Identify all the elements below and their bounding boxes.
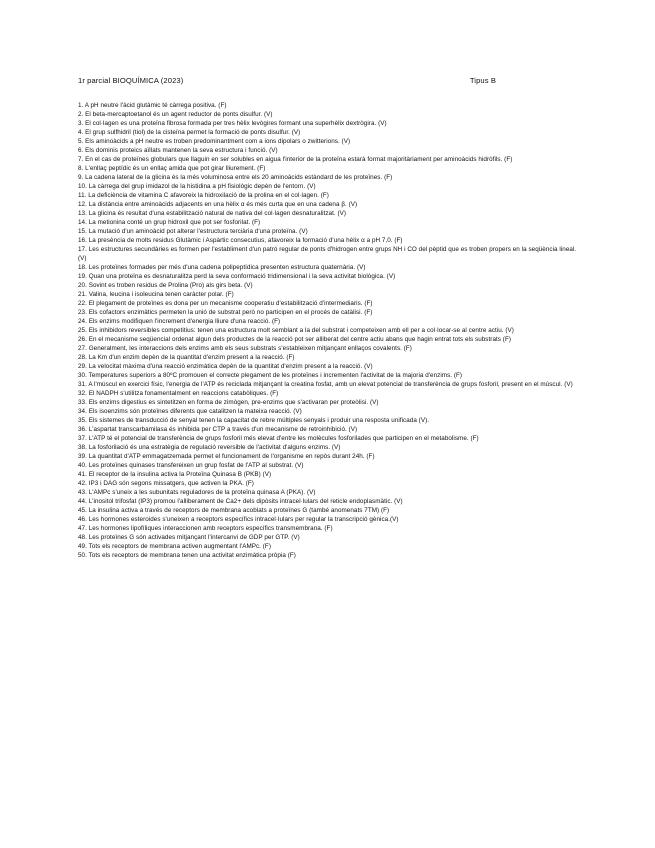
question-item: 36. L'aspartat transcarbamilasa és inhibida per CTP a través d'un mecanisme de retroinhibició. (V) bbox=[78, 426, 358, 433]
question-item: 42. IP3 i DAG són segons missatgers, que activen la PKA. (F) bbox=[78, 480, 254, 487]
question-item: 13. La glicina és resultat d'una estabilització natural de nativa del col·lagen desnaturalitzat. (V) bbox=[78, 210, 347, 217]
question-item: 41. El receptor de la insulina activa la Proteïna Quinasa B (PKB) (V) bbox=[78, 471, 272, 478]
exam-title: 1r parcial BIOQUÍMICA (2023) bbox=[78, 76, 184, 85]
question-item: 48. Les proteïnes G són activades mitjançant l'intercanvi de GDP per GTP. (V) bbox=[78, 534, 300, 541]
question-item: 11. La deficiència de vitamina C afavoreix la hidroxilació de la prolina en el col·lagen. (F) bbox=[78, 192, 329, 199]
question-item: 44. L'inositol trifosfat (IP3) promou l'alliberament de Ca2+ dels dipòsits intracel·lulars del reticle endoplasmàtic. (V) bbox=[78, 498, 403, 505]
question-item: 9. La cadena lateral de la glicina és la més voluminosa entre els 20 aminoàcids estàndard de les proteïnes. (F) bbox=[78, 174, 393, 181]
question-item: 27. Generalment, les interaccions dels enzims amb els seus substrats s'estableixen mitjançant enllaços covalents. (F) bbox=[78, 345, 412, 352]
question-item: 37. L'ATP té el potencial de transferència de grups fosforil més elevat d'entre les molècules fosforilades que participen en el metabolisme. (F) bbox=[78, 435, 479, 442]
question-item: 8. L'enllaç peptídic és un enllaç amida que pot girar lliurement. (F) bbox=[78, 165, 266, 172]
question-item: 19. Quan una proteïna es desnaturalitza perd la seva conformació tridimensional i la seva activitat biològica. (V) bbox=[78, 273, 396, 280]
question-item: 26. En el mecanisme seqüencial ordenat algun dels productes de la reacció pot ser alliberat del centre actiu abans que hagin entrat tots els substrats (F) bbox=[78, 336, 511, 343]
question-item: 46. Les hormones esteroides s'uneixen a receptors específics intracel·lulars per regular la transcripció gènica.(V) bbox=[78, 516, 399, 523]
question-list bbox=[78, 101, 578, 560]
question-item: 40. Les proteïnes quinases transfereixen un grup fosfat de l'ATP al substrat. (V) bbox=[78, 462, 304, 469]
question-item: 28. La Km d'un enzim depèn de la quantitat d'enzim present a la reacció. (F) bbox=[78, 354, 295, 361]
question-item: 16. La presència de molts residus Glutàmic i Aspàrtic consecutius, afavoreix la formació d'una hèlix α a pH 7,0. (F) bbox=[78, 237, 403, 244]
question-item: 15. La mutació d'un aminoàcid pot alterar l'estructura terciària d'una proteïna. (V) bbox=[78, 228, 308, 235]
question-item: 12. La distància entre aminoàcids adjacents en una hèlix α és més curta que en una cadena β. (V) bbox=[78, 201, 358, 208]
question-item: 10. La càrrega del grup imidazol de la histidina a pH fisiològic depèn de l'entorn. (V) bbox=[78, 183, 316, 190]
question-item: 34. Els isoenzims són proteïnes diferents que catalitzen la mateixa reacció. (V) bbox=[78, 408, 302, 415]
question-item: 31. A l'múscul en exercici físic, l'energia de l'ATP és reciclada mitjançant la creatina fosfat, amb un elevat potencial de transferència de grups fosforil, present en el múscul. (V) bbox=[78, 381, 573, 388]
question-item: 39. La quantitat d'ATP emmagatzemada permet el funcionament de l'organisme en repòs durant 24h. (F) bbox=[78, 453, 375, 460]
question-item: 33. Els enzims digestius es sintetitzen en forma de zimògen, pre-enzims que s'activaran per proteòlisi. (V) bbox=[78, 399, 379, 406]
question-item: 18. Les proteïnes formades per més d'una cadena polipeptídica presenten estructura quaternària. (V) bbox=[78, 264, 366, 271]
question-item: 21. Valina, leucina i isoleucina tenen caràcter polar. (F) bbox=[78, 291, 234, 298]
question-item: 32. El NADPH s'utilitza fonamentalment en reaccions catabòliques. (F) bbox=[78, 390, 279, 397]
question-item: 47. Les hormones lipofíliques interaccionen amb receptors específics transmembrana. (F) bbox=[78, 525, 333, 532]
question-item: 43. L'AMPc s'uneix a les subunitats reguladores de la proteïna quinasa A (PKA). (V) bbox=[78, 489, 316, 496]
question-item: 29. La velocitat màxima d'una reacció enzimàtica depèn de la quantitat d'enzim present a la reacció. (V) bbox=[78, 363, 373, 370]
question-item: 45. La insulina activa a través de receptors de membrana acoblats a proteïnes G (també anomenats 7TM) (F) bbox=[78, 507, 390, 514]
question-item: 4. El grup sulfhidril (tiol) de la cisteïna permet la formació de ponts disulfur. (V) bbox=[78, 129, 301, 136]
question-item: 38. La fosforilació és una estratègia de regulació reversible de l'activitat d'alguns enzims. (V) bbox=[78, 444, 341, 451]
question-item: 6. Els dominis proteics aïllats mantenen la seva estructura i funció. (V) bbox=[78, 147, 278, 154]
question-item: 3. El col·lagen es una proteïna fibrosa formada per tres hèlix levògires formant una superhèlix dextrògira. (V) bbox=[78, 120, 387, 127]
question-item: 24. Els enzims modifiquen l'increment d'energia lliure d'una reacció. (F) bbox=[78, 318, 281, 325]
question-item: 17. Les estructures secundàries es formen per l'establiment d'un patró regular de ponts d'hidrogen entre grups NH i CO del pèptid que es troben propers en la seqüència lineal. (V) bbox=[78, 246, 577, 262]
question-item: 22. El plegament de proteïnes es dona per un mecanisme cooperatiu d'estabilització d'intermediaris. (F) bbox=[78, 300, 373, 307]
question-item: 49. Tots els receptors de membrana activen augmentant l'AMPc. (F) bbox=[78, 543, 271, 550]
question-item: 2. El beta-mercaptoetanol és un agent reductor de ponts disulfur. (V) bbox=[78, 111, 273, 118]
question-item: 35. Els sistemes de transducció de senyal tenen la capacitat de rebre múltiples senyals i produir una resposta unificada (V). bbox=[78, 417, 430, 424]
question-item: 25. Els inhibidors reversibles competitius: tenen una estructura molt semblant a la del substrat i competeixen amb ell per a col·locar-se al centre actiu. (V) bbox=[78, 327, 514, 334]
question-item: 50. Tots els receptors de membrana tenen una activitat enzimàtica pròpia (F) bbox=[78, 552, 296, 559]
question-item: 20. Sovint es troben residus de Prolina (Pro) als girs beta. (V) bbox=[78, 282, 253, 289]
question-item: 1. A pH neutre l'àcid glutàmic té càrrega positiva. (F) bbox=[78, 102, 227, 109]
question-item: 7. En el cas de proteïnes globulars que llaguin en ser solubles en aigua l'interior de la proteïna estarà format majoritàriament per aminoàcids hidròfils. (F) bbox=[78, 156, 513, 163]
question-item: 23. Els cofactors enzimàtics permeten la unió de substrat però no participen en el procés de catàlisi. (F) bbox=[78, 309, 373, 316]
exam-type-label: Tipus B bbox=[469, 76, 496, 85]
question-item: 30. Temperatures superiors a 80ºC promouen el correcte plegament de les proteïnes i incrementen l'activitat de la majoria d'enzims. (F) bbox=[78, 372, 463, 379]
question-item: 14. La metionina conté un grup hidroxil que pot ser fosforilat. (F) bbox=[78, 219, 261, 226]
question-item: 5. Els aminoàcids a pH neutre es troben predominantment com a ions dipolars o zwitterions. (V) bbox=[78, 138, 351, 145]
